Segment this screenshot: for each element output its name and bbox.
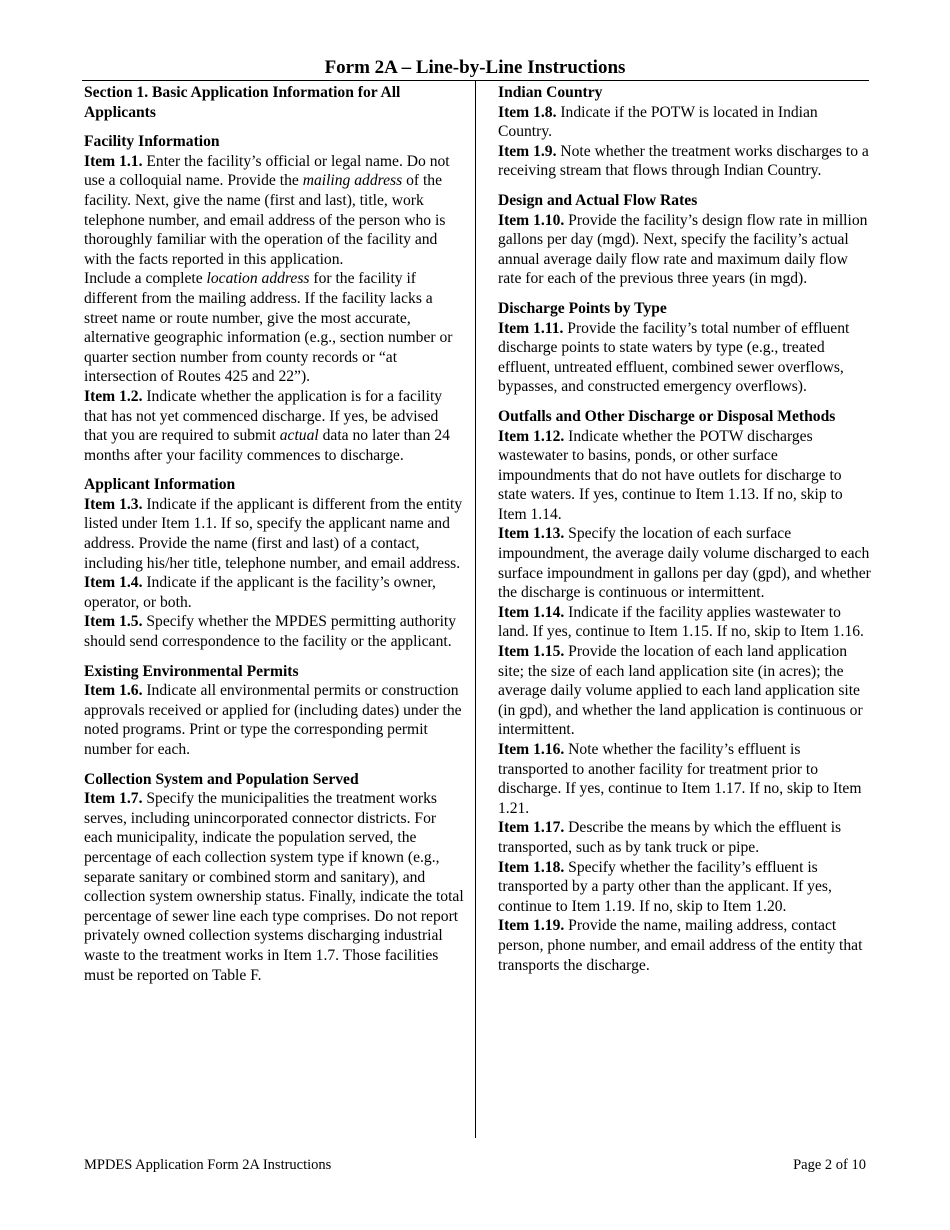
item-text: Indicate if the POTW is located in Indian Country. — [498, 103, 818, 141]
item-1-16 — [498, 740, 874, 818]
item-label: Item 1.13. — [498, 525, 565, 543]
item-label: Item 1.7. — [84, 790, 143, 808]
collection-system-block — [84, 770, 464, 986]
item-label: Item 1.18. — [498, 858, 565, 876]
item-1-4 — [84, 573, 464, 612]
item-text: data no later than 24 months after your facility commences to discharge. — [84, 427, 450, 464]
item-1-12 — [498, 427, 874, 525]
item-1-3 — [84, 495, 464, 573]
indian-country-heading: Indian Country — [498, 84, 603, 101]
item-1-1 — [84, 152, 464, 270]
item-label: Item 1.3. — [84, 495, 143, 513]
item-1-18 — [498, 858, 874, 917]
location-address-paragraph — [84, 269, 464, 387]
applicant-information-heading: Applicant Information — [84, 476, 236, 494]
right-column — [498, 83, 874, 975]
item-text: for the facility if different from the mailing address. If the facility lacks a street name or route number, give the most accurate, alternative geographic information (e.g., section number or quarter section number from county records or “at intersection of Routes 425 and 22”). — [84, 270, 453, 386]
existing-permits-heading: Existing Environmental Permits — [84, 662, 299, 680]
item-text: Note whether the facility’s effluent is transported to another facility for treatment prior to discharge. If yes, continue to Item 1.17. If no, skip to Item 1.21. — [498, 741, 862, 817]
item-label: Item 1.19. — [498, 917, 565, 935]
collection-system-heading: Collection System and Population Served — [84, 770, 359, 788]
item-label: Item 1.15. — [498, 643, 565, 661]
item-text: Indicate if the applicant is different from the entity listed under Item 1.1. If so, specify the applicant name and address. Provide the name (first and last) of a contact, including his/her title, telephone number, and email address. — [84, 495, 463, 572]
outfalls-block — [498, 407, 874, 975]
item-1-15 — [498, 642, 874, 740]
item-emphasis: mailing address — [302, 172, 403, 190]
item-1-9 — [498, 142, 874, 181]
existing-permits-block — [84, 662, 464, 760]
item-1-8 — [498, 103, 874, 142]
item-label: Item 1.11. — [498, 319, 564, 337]
item-label: Item 1.16. — [498, 741, 565, 758]
flow-rates-block — [498, 191, 874, 289]
item-label: Item 1.2. — [84, 387, 143, 405]
outfalls-heading: Outfalls and Other Discharge or Disposal Methods — [498, 407, 836, 425]
indian-country-block — [498, 83, 874, 181]
item-emphasis: actual — [279, 427, 319, 445]
item-1-13 — [498, 524, 874, 602]
applicant-information-block — [84, 475, 464, 651]
item-1-19 — [498, 916, 874, 975]
item-text: Indicate all environmental permits or construction approvals received or applied for (including dates) under the noted programs. Print or type the corresponding permit number for each. — [84, 682, 462, 758]
item-label: Item 1.5. — [84, 613, 143, 631]
item-text: Indicate whether the application is for a facility that has not yet commenced discharge. If yes, be advised that you are required to submit — [84, 387, 443, 445]
section-title: Section 1. Basic Application Information for All Applicants — [84, 84, 401, 121]
item-label: Item 1.9. — [498, 142, 557, 160]
flow-rates-heading: Design and Actual Flow Rates — [498, 191, 698, 209]
item-label: Item 1.12. — [498, 427, 565, 445]
item-text: Provide the facility’s total number of effluent discharge points to state waters by type (e.g., treated effluent, untreated effluent, combined sewer overflows, bypasses, and constructed emergency overflows). — [498, 319, 850, 396]
section-1-header — [84, 83, 464, 122]
item-label: Item 1.10. — [498, 211, 565, 229]
item-1-10 — [498, 211, 874, 289]
item-text: Specify whether the facility’s effluent is transported by a party other than the applicant. If yes, continue to Item 1.19. If no, skip to Item 1.20. — [498, 858, 832, 915]
item-label: Item 1.4. — [84, 574, 143, 592]
item-1-14 — [498, 603, 874, 642]
item-text: Indicate if the facility applies wastewater to land. If yes, continue to Item 1.15. If no, skip to Item 1.16. — [498, 603, 864, 641]
item-text: Indicate whether the POTW discharges wastewater to basins, ponds, or other surface impoundments that do not have outlets for discharge to state waters. If yes, continue to Item 1.13. If no, skip to Item 1.14. — [498, 427, 843, 523]
item-text: of the facility. Next, give the name (first and last), title, work telephone number, and email address of the person who is thoroughly familiar with the operation of the facility and with the facts reported in this application. — [84, 172, 446, 268]
item-text: Specify whether the MPDES permitting authority should send correspondence to the facility or the applicant. — [84, 613, 457, 651]
footer-page-number: Page 2 of 10 — [793, 1157, 866, 1173]
item-text: Specify the location of each surface impoundment, the average daily volume discharged to each surface impoundment in gallons per day (gpd), and whether the discharge is continuous or intermittent. — [498, 525, 871, 602]
item-1-11 — [498, 319, 874, 397]
item-text: Provide the facility’s design flow rate in million gallons per day (mgd). Next, specify the facility’s actual annual average daily flow rate and maximum daily flow rate for each of the previous three years (in mgd). — [498, 211, 868, 288]
item-label: Item 1.6. — [84, 682, 143, 700]
item-text: Enter the facility’s official or legal name. Do not use a colloquial name. Provide the — [84, 152, 450, 190]
item-1-5 — [84, 612, 464, 651]
item-text: Provide the location of each land application site; the size of each land application site (in acres); the average daily volume applied to each land application site (in gpd), and whether the land application is continuous or intermittent. — [498, 643, 863, 739]
item-label: Item 1.17. — [498, 819, 565, 837]
item-emphasis: location address — [206, 270, 310, 288]
item-1-6 — [84, 681, 464, 759]
facility-information-heading: Facility Information — [84, 133, 220, 151]
item-1-2 — [84, 387, 464, 465]
item-text: Specify the municipalities the treatment works serves, including unincorporated connector districts. For each municipality, indicate the population served, the percentage of each collection system type if known (e.g., separate sanitary or combined storm and sanitary), and collection system ownership status. Finally, indicate the total percentage of sewer line each type comprises. Do not report privately owned collection systems discharging industrial waste to the treatment works in Item 1.7. Those facilities must be reported on Table F. — [84, 790, 464, 984]
item-text: Include a complete — [84, 270, 207, 288]
item-text: Indicate if the applicant is the facility’s owner, operator, or both. — [84, 574, 436, 611]
discharge-points-heading: Discharge Points by Type — [498, 299, 667, 317]
left-column — [84, 83, 464, 985]
facility-information-block — [84, 132, 464, 465]
item-1-7 — [84, 789, 464, 985]
column-divider — [475, 81, 476, 1138]
discharge-points-block — [498, 299, 874, 397]
footer-document-name: MPDES Application Form 2A Instructions — [84, 1157, 332, 1173]
item-label: Item 1.1. — [84, 152, 143, 170]
page-title: Form 2A – Line-by-Line Instructions — [324, 57, 626, 78]
item-text: Note whether the treatment works discharges to a receiving stream that flows through Indian Country. — [498, 142, 869, 180]
item-text: Provide the name, mailing address, contact person, phone number, and email address of the entity that transports the discharge. — [498, 917, 863, 974]
item-label: Item 1.14. — [498, 603, 565, 621]
item-1-17 — [498, 818, 874, 857]
item-text: Describe the means by which the effluent is transported, such as by tank truck or pipe. — [498, 819, 842, 856]
item-label: Item 1.8. — [498, 103, 557, 121]
